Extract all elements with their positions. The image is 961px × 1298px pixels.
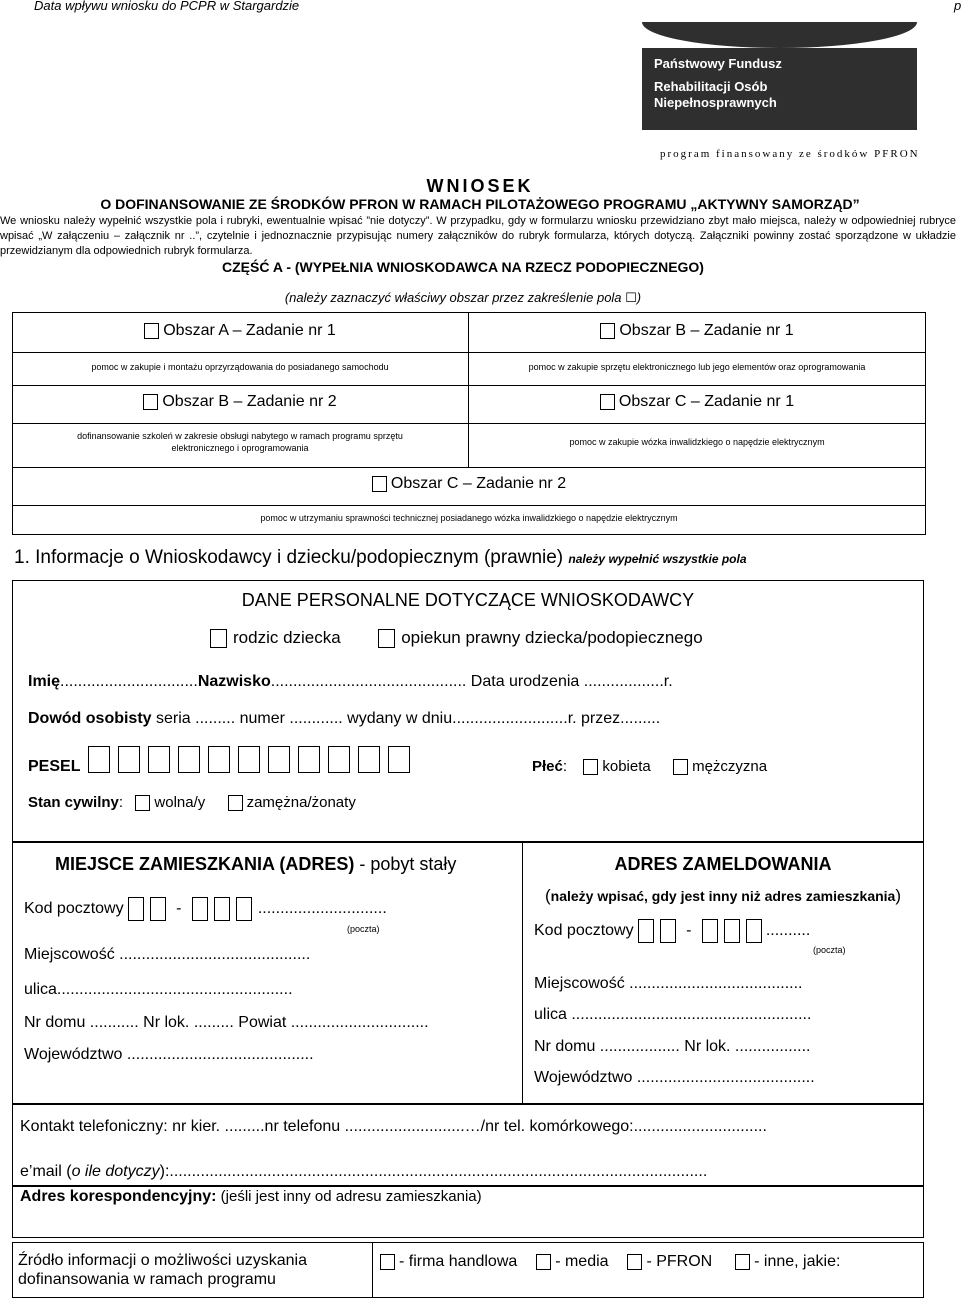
residence-postcode-digit[interactable]	[150, 897, 166, 921]
dob-label: Data urodzenia	[466, 673, 584, 690]
residence-house-field[interactable]: Nr domu ........... Nr lok. ......... Powiat ...............................	[24, 1014, 429, 1031]
registration-note-open: (	[544, 886, 551, 905]
area-a1-option[interactable]	[12, 322, 468, 340]
registration-postcode-digit[interactable]	[746, 919, 762, 943]
first-name-label: Imię	[28, 673, 61, 690]
registration-voivodeship-field[interactable]: Województwo ........................................	[534, 1069, 815, 1086]
source-company-label: - firma handlowa	[399, 1253, 518, 1270]
registration-postcode-digit[interactable]	[660, 919, 676, 943]
registration-postcode-dash: -	[686, 922, 692, 940]
source-label-line-2: dofinansowania w ramach programu	[18, 1271, 276, 1288]
area-c1-option[interactable]	[468, 393, 926, 411]
marital-status-colon: :	[118, 794, 124, 811]
male-checkbox[interactable]	[673, 759, 688, 775]
source-media-label: - media	[555, 1253, 609, 1270]
pesel-digit-box[interactable]	[178, 746, 200, 773]
area-b2-checkbox[interactable]	[143, 394, 158, 410]
residence-title-suffix: - pobyt stały	[354, 854, 457, 874]
id-card-label: Dowód osobisty	[28, 710, 152, 727]
area-b1-desc: pomoc w zakupie sprzętu elektronicznego lub jego elementów oraz oprogramowania	[528, 362, 866, 372]
registration-post-office-caption: (poczta)	[813, 945, 846, 955]
guardian-label: opiekun prawny dziecka/podopiecznego	[401, 628, 703, 647]
area-b2-option[interactable]	[12, 393, 468, 411]
pesel-label	[28, 758, 80, 776]
female-checkbox[interactable]	[583, 759, 598, 775]
correspondence-label: Adres korespondencyjny:	[20, 1188, 217, 1205]
residence-postcode-dash: -	[176, 900, 182, 918]
area-c2-title: Obszar C – Zadanie nr 2	[390, 475, 567, 492]
source-other-label: - inne, jakie:	[754, 1253, 841, 1270]
area-c1-desc: pomoc w zakupie wózka inwalidzkiego o napędzie elektrycznym	[569, 437, 825, 447]
areas-divider-5	[12, 505, 926, 506]
pesel-digit-box[interactable]	[268, 746, 290, 773]
registration-house-field[interactable]: Nr domu .................. Nr lok. .................	[534, 1038, 811, 1055]
area-c2-option[interactable]	[12, 475, 926, 493]
email-label: e’mail (	[20, 1163, 72, 1180]
areas-divider-4	[12, 467, 926, 468]
residence-street-field[interactable]: ulica.....................................................	[24, 981, 293, 998]
applicant-role-options	[210, 628, 703, 648]
pesel-digit-box[interactable]	[118, 746, 140, 773]
date-received-note: Data wpływu wniosku do PCPR w Stargardzie	[34, 0, 300, 13]
correspondence-note: (jeśli jest inny od adresu zamieszkania)	[216, 1188, 482, 1205]
registration-postcode-label: Kod pocztowy	[534, 922, 634, 940]
residence-voivodeship-field[interactable]: Województwo ..........................................	[24, 1046, 314, 1063]
residence-post-office-field[interactable]: .............................	[257, 900, 387, 918]
part-a-heading: CZĘŚĆ A - (WYPEŁNIA WNIOSKODAWCA NA RZECZ PODOPIECZNEGO)	[222, 259, 704, 275]
logo-arc	[642, 22, 917, 48]
residence-title	[55, 854, 456, 875]
registration-post-office-field[interactable]: ..........	[765, 922, 811, 940]
sex-label: Płeć	[532, 758, 563, 775]
email-field[interactable]: ):.........................................................................................................................	[159, 1163, 708, 1180]
registration-title: ADRES ZAMELDOWANIA	[614, 854, 832, 874]
form-instructions: We wniosku należy wypełnić wszystkie pola i rubryki, ewentualnie wpisać ”nie dotyczy”. W przypadku, gdy w formularzu wniosku przewidziano zbyt mało miejsca, należy w odpowiedniej rubryce wpisać „W załączeniu – załącznik nr ..”, czytelnie i jednoznacznie przypisując numery załączników do rubryk formularza, których dotyczą. Załączniki powinny zostać sporządzone w układzie przewidzianym dla odpowiednich rubryk formularza.	[0, 215, 956, 257]
phone-field[interactable]: Kontakt telefoniczny: nr kier. .........nr telefonu ...........................…/nr tel. komórkowego:..............................	[20, 1118, 767, 1135]
areas-divider-2	[12, 385, 926, 386]
marital-status-row	[28, 794, 356, 811]
pesel-digit-box[interactable]	[298, 746, 320, 773]
source-company-checkbox[interactable]	[380, 1254, 395, 1270]
married-label: zamężna/żonaty	[246, 794, 356, 811]
registration-note	[522, 886, 924, 906]
source-options	[380, 1253, 840, 1271]
residence-postcode-digit[interactable]	[128, 897, 144, 921]
section-1-heading	[14, 547, 747, 569]
program-note: program finansowany ze środków PFRON	[660, 148, 920, 160]
email-row[interactable]	[20, 1163, 707, 1181]
form-subtitle: O DOFINANSOWANIE ZE ŚRODKÓW PFRON W RAMACH PILOTAŻOWEGO PROGRAMU „AKTYWNY SAMORZĄD”	[100, 196, 860, 212]
guardian-checkbox[interactable]	[378, 629, 395, 648]
first-name-field[interactable]: ...............................	[60, 673, 198, 690]
residence-postcode-digit[interactable]	[192, 897, 208, 921]
residence-postcode-label: Kod pocztowy	[24, 900, 124, 918]
area-c1-checkbox[interactable]	[600, 394, 615, 410]
residence-postcode-row	[24, 897, 387, 921]
pesel-digit-box[interactable]	[328, 746, 350, 773]
pesel-digit-box[interactable]	[358, 746, 380, 773]
pesel-input[interactable]	[88, 746, 418, 773]
name-row	[28, 673, 673, 691]
logo-line-3: Niepełnosprawnych	[654, 95, 777, 110]
pesel-digit-box[interactable]	[388, 746, 410, 773]
residence-title-text: MIEJSCE ZAMIESZKANIA (ADRES)	[55, 854, 355, 874]
section-1-note: należy wypełnić wszystkie pola	[568, 552, 747, 566]
source-label	[18, 1251, 307, 1289]
marital-status-label: Stan cywilny	[28, 794, 119, 811]
logo-line-1: Państwowy Fundusz	[654, 56, 782, 71]
registration-note-text: należy wpisać, gdy jest inny niż adres zamieszkania	[550, 888, 896, 904]
section-1-title: 1. Informacje o Wnioskodawcy i dziecku/podopiecznym	[14, 547, 479, 568]
source-col-divider	[372, 1242, 373, 1298]
dob-field[interactable]: ..................r.	[583, 673, 673, 690]
parent-checkbox[interactable]	[210, 629, 227, 648]
area-a1-title: Obszar A – Zadanie nr 1	[163, 322, 336, 339]
married-checkbox[interactable]	[228, 795, 243, 811]
registration-postcode-digit[interactable]	[724, 919, 740, 943]
area-b1-checkbox[interactable]	[600, 323, 615, 339]
parent-label: rodzic dziecka	[233, 628, 341, 647]
address-box	[12, 842, 924, 1104]
last-name-label: Nazwisko	[197, 673, 271, 690]
id-card-row	[28, 710, 660, 728]
area-b1-option[interactable]	[468, 322, 926, 340]
personal-data-title: DANE PERSONALNE DOTYCZĄCE WNIOSKODAWCY	[241, 590, 695, 610]
registration-postcode-row	[534, 919, 810, 943]
form-title: WNIOSEK	[426, 176, 534, 196]
sex-row	[532, 758, 767, 775]
source-media-checkbox[interactable]	[536, 1254, 551, 1270]
female-label: kobieta	[602, 758, 651, 775]
registration-postcode-digit[interactable]	[638, 919, 654, 943]
single-label: wolna/y	[154, 794, 206, 811]
registration-postcode-digit[interactable]	[702, 919, 718, 943]
sex-colon: :	[562, 758, 568, 775]
source-label-line-1: Źródło informacji o możliwości uzyskania	[18, 1252, 307, 1269]
area-c1-title: Obszar C – Zadanie nr 1	[618, 393, 795, 410]
pfron-logo	[642, 22, 917, 130]
correspondence-row[interactable]	[20, 1188, 482, 1206]
residence-postcode-digit[interactable]	[214, 897, 230, 921]
pesel-digit-box[interactable]	[238, 746, 260, 773]
logo-line-2: Rehabilitacji Osób	[654, 79, 768, 94]
source-pfron-label: - PFRON	[646, 1253, 713, 1270]
area-b1-title: Obszar B – Zadanie nr 1	[619, 322, 794, 339]
id-card-fields[interactable]: seria ......... numer ............ wydany w dniu..........................r. przez.........	[151, 710, 661, 727]
choose-area-note: (należy zaznaczyć właściwy obszar przez zakreślenie pola ☐)	[284, 290, 642, 305]
areas-divider-1	[12, 352, 926, 353]
pesel-digit-box[interactable]	[88, 746, 110, 773]
pesel-digit-box[interactable]	[148, 746, 170, 773]
last-name-field[interactable]: ............................................	[270, 673, 467, 690]
section-1-paren: (prawnie)	[483, 547, 564, 568]
address-col-divider	[522, 842, 523, 1104]
single-checkbox[interactable]	[135, 795, 150, 811]
area-c2-desc: pomoc w utrzymaniu sprawności technicznej posiadanego wózka inwalidzkiego o napędzie elektrycznym	[260, 513, 678, 523]
male-label: mężczyzna	[692, 758, 768, 775]
pesel-label-text: PESEL	[28, 758, 81, 775]
logo-top-band	[642, 22, 917, 48]
source-other-checkbox[interactable]	[735, 1254, 750, 1270]
residence-postcode-digit[interactable]	[236, 897, 252, 921]
page-edge-text: p	[954, 0, 961, 13]
residence-post-office-caption: (poczta)	[347, 924, 380, 934]
areas-divider-3	[12, 423, 926, 424]
email-note: o ile dotyczy	[71, 1163, 160, 1180]
residence-city-field[interactable]: Miejscowość ...........................................	[24, 946, 311, 963]
area-a1-checkbox[interactable]	[144, 323, 159, 339]
area-b2-title: Obszar B – Zadanie nr 2	[162, 393, 337, 410]
area-c2-checkbox[interactable]	[372, 476, 387, 492]
registration-note-close: )	[895, 886, 902, 905]
area-a1-desc: pomoc w zakupie i montażu oprzyrządowania do posiadanego samochodu	[91, 362, 389, 372]
source-pfron-checkbox[interactable]	[627, 1254, 642, 1270]
registration-street-field[interactable]: ulica ......................................................	[534, 1006, 812, 1023]
area-b2-desc: dofinansowanie szkoleń w zakresie obsługi nabytego w ramach programu sprzętu elektronicznego i oprogramowania	[77, 431, 403, 453]
pesel-digit-box[interactable]	[208, 746, 230, 773]
registration-city-field[interactable]: Miejscowość .......................................	[534, 975, 803, 992]
